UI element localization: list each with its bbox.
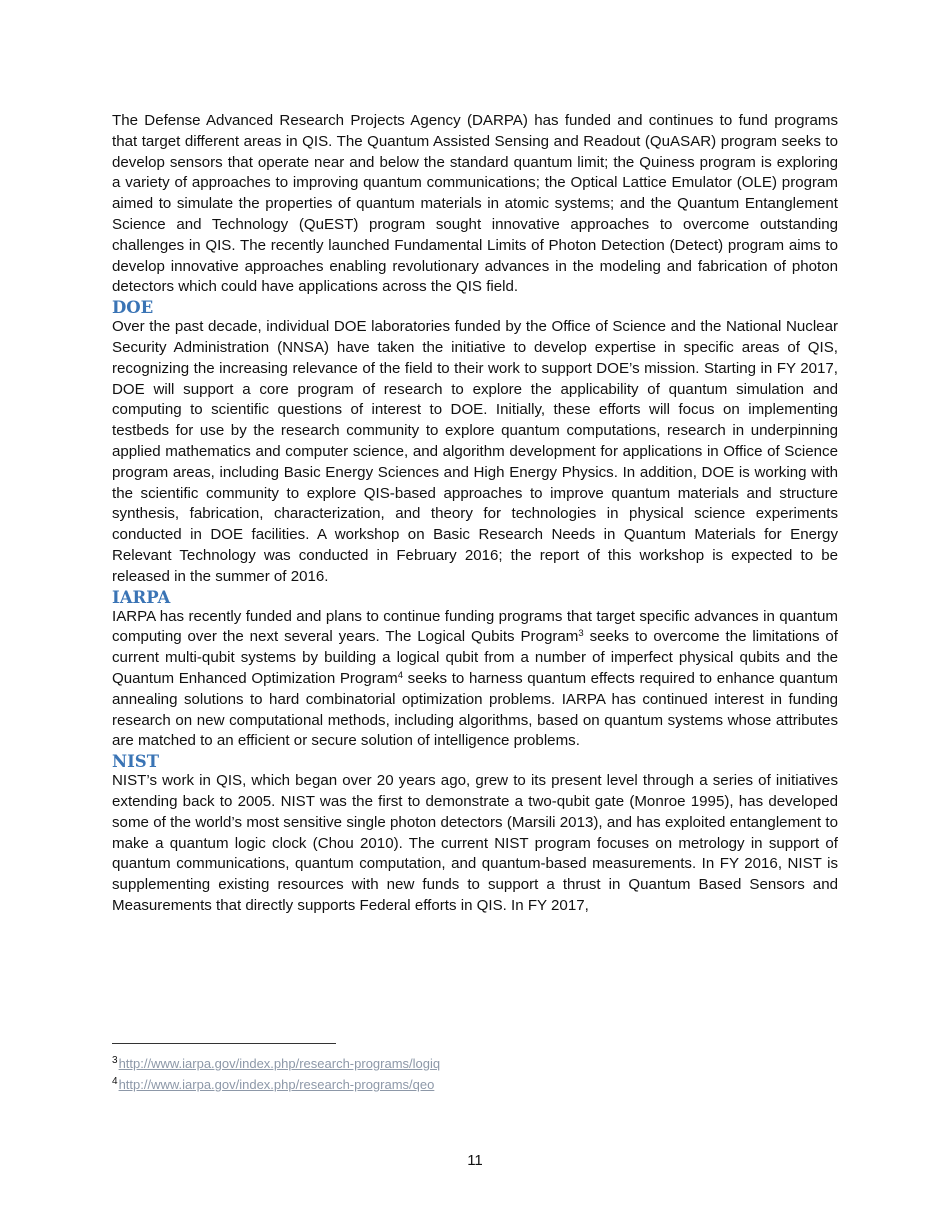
iarpa-text-part-1: IARPA has recently funded and plans to continue funding programs that target specific advances in quantum computing over the next several years. The Logical Qubits Program	[112, 607, 838, 646]
footnote-ref-3[interactable]: 3	[578, 628, 584, 640]
footnote-link-qeo[interactable]: http://www.iarpa.gov/index.php/research-programs/qeo	[118, 1077, 435, 1092]
nist-heading: NIST	[112, 752, 159, 772]
footnote-4	[112, 1074, 838, 1095]
page-number: 11	[467, 1152, 483, 1169]
doe-heading: DOE	[112, 298, 154, 318]
footnote-ref-4[interactable]: 4	[397, 669, 404, 681]
footnote-link-logiq[interactable]: http://www.iarpa.gov/index.php/research-programs/logiq	[118, 1056, 441, 1071]
iarpa-text-part-2: seeks to overcome the limitations of current multi-qubit systems by building a logical qubit from a number of imperfect physical qubits and the Quantum Enhanced Optimization Program	[112, 628, 838, 687]
iarpa-paragraph	[112, 607, 838, 753]
footnote-marker: 4	[112, 1075, 118, 1087]
footnote-marker: 3	[112, 1054, 118, 1066]
darpa-paragraph: The Defense Advanced Research Projects Agency (DARPA) has funded and continues to fund programs that target different areas in QIS. The Quantum Assisted Sensing and Readout (QuASAR) program seeks to develop sensors that operate near and below the standard quantum limit; the Quiness program is exploring a variety of approaches to improving quantum communications; the Optical Lattice Emulator (OLE) program aimed to simulate the properties of quantum materials in atomic systems; and the Quantum Entanglement Science and Technology (QuEST) program sought innovative approaches to overcome outstanding challenges in QIS. The recently launched Fundamental Limits of Photon Detection (Detect) program aims to develop innovative approaches enabling revolutionary advances in the modeling and fabrication of photon detectors which could have applications across the QIS field.	[112, 112, 838, 296]
page-body	[112, 111, 838, 917]
doe-paragraph: Over the past decade, individual DOE laboratories funded by the Office of Science and the National Nuclear Security Administration (NNSA) have taken the initiative to develop expertise in specific areas of QIS, recognizing the increasing relevance of the field to their work to support DOE’s mission. Starting in FY 2017, DOE will support a core program of research to explore the applicability of quantum simulation and computing to scientific questions of interest to DOE. Initially, these efforts will focus on implementing testbeds for use by the research community to explore quantum computations, research in underpinning applied mathematics and computer science, and algorithm development for applications in Office of Science program areas, including Basic Energy Sciences and High Energy Physics. In addition, DOE is working with the scientific community to explore QIS-based approaches to improve quantum materials and structure synthesis, fabrication, characterization, and theory for technologies in physical science experiments conducted in DOE facilities. A workshop on Basic Research Needs in Quantum Materials for Energy Relevant Technology was conducted in February 2016; the report of this workshop is expected to be released in the summer of 2016.	[112, 318, 838, 585]
nist-paragraph: NIST’s work in QIS, which began over 20 years ago, grew to its present level through a series of initiatives extending back to 2005. NIST was the first to demonstrate a two-qubit gate (Monroe 1995), has developed some of the world’s most sensitive single photon detectors (Marsili 2013), and has exploited entanglement to make a quantum logic clock (Chou 2010). The current NIST program focuses on metrology in support of quantum communications, quantum computation, and quantum-based measurements. In FY 2016, NIST is supplementing existing resources with new funds to support a thrust in Quantum Based Sensors and Measurements that directly supports Federal efforts in QIS. In FY 2017,	[112, 772, 838, 914]
footnote-3	[112, 1053, 838, 1074]
iarpa-heading: IARPA	[112, 587, 171, 607]
footnotes	[112, 1053, 838, 1095]
iarpa-text-part-3: seeks to harness quantum effects required to enhance quantum annealing solutions to hard combinatorial optimization problems. IARPA has continued interest in funding research on new computational methods, including algorithms, based on quantum systems whose attributes are matched to an efficient or secure solution of intelligence problems.	[112, 669, 838, 750]
footnote-separator	[112, 1043, 336, 1044]
